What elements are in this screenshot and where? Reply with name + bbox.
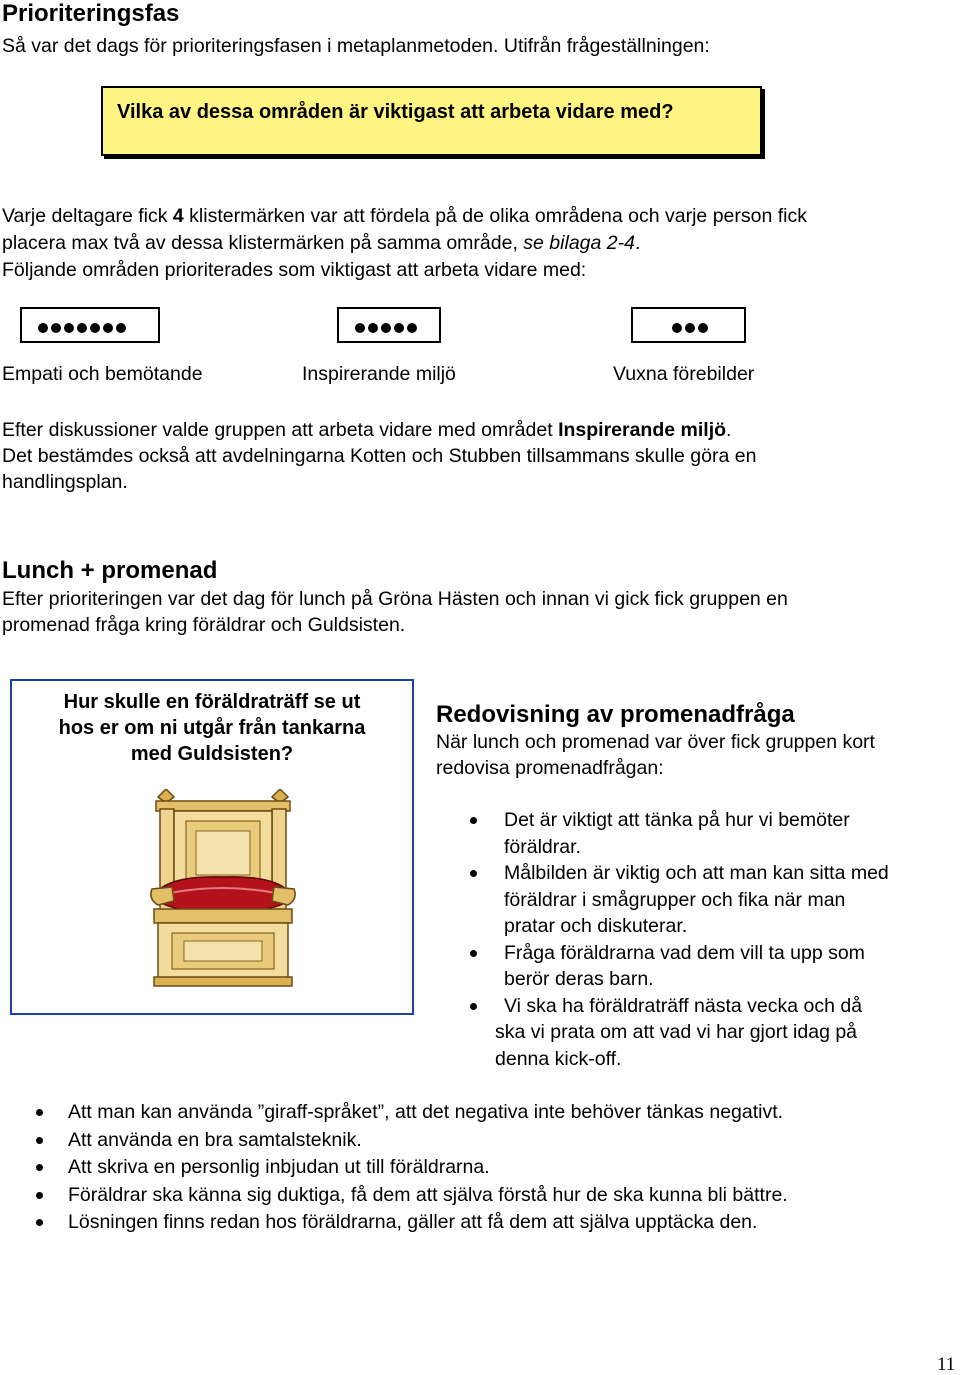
- stickers-paragraph-line2: placera max två av dessa klistermärken på samma område, se bilaga 2-4.: [2, 232, 641, 254]
- sticker-dot: [103, 323, 113, 333]
- throne-illustration: [148, 789, 298, 987]
- intro-paragraph: Så var det dags för prioriteringsfasen i metaplanmetoden. Utifrån frågeställningen:: [2, 35, 710, 57]
- vote-dots-inspirerande: [337, 307, 441, 343]
- vote-dots-empati: [20, 307, 160, 343]
- sticker-dot: [407, 323, 417, 333]
- stickers-paragraph-line3: Följande områden prioriterades som viktigast att arbeta vidare med:: [2, 259, 587, 281]
- conclusion-bullet: Lösningen finns redan hos föräldrarna, gäller att få dem att själva upptäcka den.: [68, 1209, 948, 1237]
- sticker-dot: [116, 323, 126, 333]
- page-number: 11: [937, 1354, 956, 1375]
- decision-paragraph-line1: Efter diskussioner valde gruppen att arbeta vidare med området Inspirerande miljö.: [2, 419, 732, 441]
- sticker-dot: [368, 323, 378, 333]
- decision-paragraph-line3: handlingsplan.: [2, 471, 128, 493]
- section-heading-redovisning: Redovisning av promenadfråga: [436, 701, 795, 728]
- section-heading-lunch: Lunch + promenad: [2, 557, 218, 584]
- conclusion-bullet: Att använda en bra samtalsteknik.: [68, 1127, 948, 1155]
- callout-question-text: Vilka av dessa områden är viktigast att arbeta vidare med?: [117, 101, 674, 123]
- decision-paragraph-line2: Det bestämdes också att avdelningarna Kotten och Stubben tillsammans skulle göra en: [2, 445, 757, 467]
- sticker-dot: [355, 323, 365, 333]
- question-callout: [101, 86, 762, 156]
- sticker-dot: [77, 323, 87, 333]
- section-heading-prioriteringsfas: Prioriteringsfas: [2, 0, 180, 27]
- lunch-paragraph-line1: Efter prioriteringen var det dag för lunch på Gröna Hästen och innan vi gick fick gruppen en: [2, 588, 788, 610]
- sticker-dot: [381, 323, 391, 333]
- report-paragraph-line2: redovisa promenadfrågan:: [436, 757, 664, 779]
- report-bullet: Fråga föräldrarna vad dem vill ta upp som berör deras barn.: [504, 940, 954, 993]
- report-bullet: Det är viktigt att tänka på hur vi bemöter föräldrar.: [504, 807, 954, 860]
- walk-question: Hur skulle en föräldraträff se ut hos er om ni utgår från tankarna med Guldsisten?: [58, 691, 366, 765]
- sticker-dot: [51, 323, 61, 333]
- sticker-dot: [698, 323, 708, 333]
- stickers-paragraph-line1: Varje deltagare fick 4 klistermärken var att fördela på de olika områdena och varje person fick: [2, 205, 807, 227]
- conclusion-bullet: Att man kan använda ”giraff-språket”, att det negativa inte behöver tänkas negativt.: [68, 1099, 948, 1127]
- lunch-paragraph-line2: promenad fråga kring föräldrar och Guldsisten.: [2, 614, 406, 636]
- sticker-dot: [64, 323, 74, 333]
- conclusion-bullet-list: [68, 1099, 948, 1237]
- report-paragraph-line1: När lunch och promenad var över fick gruppen kort: [436, 731, 875, 753]
- report-bullet: Vi ska ha föräldraträff nästa vecka och då ska vi prata om att vad vi har gjort idag på denna kick-off.: [504, 993, 954, 1073]
- report-bullet: Målbilden är viktig och att man kan sitta med föräldrar i smågrupper och fika när man pratar och diskuterar.: [504, 860, 954, 940]
- sticker-dot: [672, 323, 682, 333]
- sticker-dot: [38, 323, 48, 333]
- area-label-empati: Empati och bemötande: [2, 363, 203, 385]
- sticker-dot: [90, 323, 100, 333]
- report-bullet-list: [495, 807, 954, 1072]
- vote-dots-vuxna: [631, 307, 746, 343]
- area-label-vuxna: Vuxna förebilder: [613, 363, 755, 385]
- sticker-dot: [685, 323, 695, 333]
- sticker-dot: [394, 323, 404, 333]
- conclusion-bullet: Att skriva en personlig inbjudan ut till föräldrarna.: [68, 1154, 948, 1182]
- conclusion-bullet: Föräldrar ska känna sig duktiga, få dem att själva förstå hur de ska kunna bli bättre.: [68, 1182, 948, 1210]
- walk-question-box: [10, 679, 414, 1015]
- area-label-inspirerande: Inspirerande miljö: [302, 363, 456, 385]
